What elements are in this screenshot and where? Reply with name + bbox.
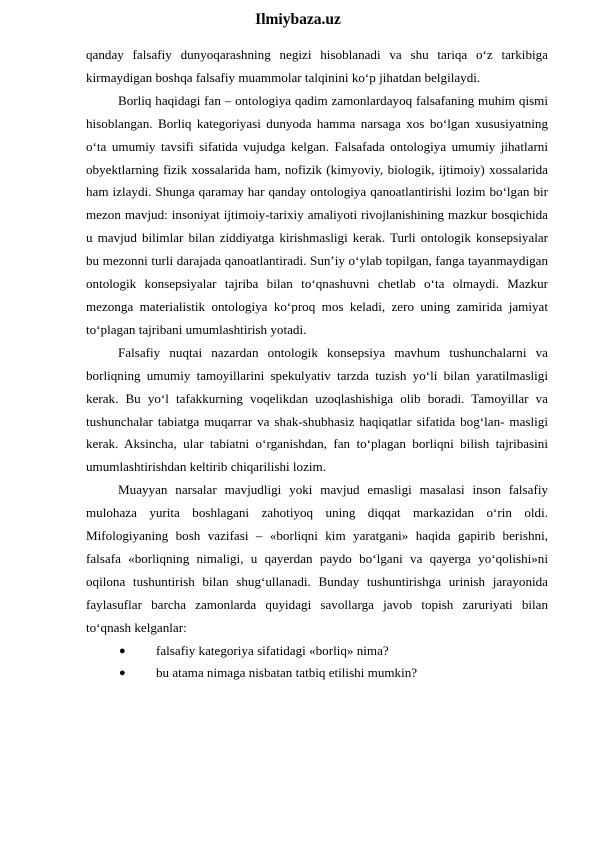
paragraph-ontology: Borliq haqidagi fan – ontologiya qadim zamonlardayoq falsafaning muhim qismi hisoblangan. Borliq kategoriyasi dunyoda hamma narsaga xos bo‘lgan xususiyatning o‘ta umumiy tavsifi sifatida vujudga kelgan. Falsafada ontologiya umumiy jihatlarni obyektlarning fizik xossalarida ham, nofizik (kimyoviy, biologik, ijtimoiy) xossalarida ham izlaydi. Shunga qaramay har qanday ontologiya qanoatlantirishi lozim bo‘lgan bir mezon mavjud: insoniyat ijtimoiy-tarixiy amaliyoti rivojlanishining mazkur bosqichida u mavjud bilimlar bilan ziddiyatga kirishmasligi kerak. Turli ontologik konsepsiyalar bu mezonni turli darajada qanoatlantiradi. Sun’iy o‘ylab topilgan, fanga tayanmaydigan ontologik konsepsiyalar tajriba bilan to‘qnashuvni chetlab o‘ta olmaydi. Mazkur mezonga materialistik ontologiya ko‘proq mos keladi, zero uning zamirida jamiyat to‘plagan tajribani umumlashtirish yotadi. xyxy=(86,92,548,337)
list-item xyxy=(86,640,548,663)
list-item-text: bu atama nimaga nisbatan tatbiq etilishi mumkin? xyxy=(156,665,418,681)
site-header: Ilmiybaza.uz xyxy=(255,11,341,28)
paragraph-continuation: qanday falsafiy dunyoqarashning negizi hisoblanadi va shu tariqa o‘z tarkibiga kirmaydigan boshqa falsafiy muammolar talqinini ko‘p jihatdan belgilaydi. xyxy=(86,47,548,85)
list-item-text: falsafiy kategoriya sifatidagi «borliq» nima? xyxy=(156,642,389,658)
list-item xyxy=(86,662,548,685)
bullet-icon: ● xyxy=(119,667,126,680)
question-list xyxy=(86,640,548,686)
paragraph-ontological-concept: Falsafiy nuqtai nazardan ontologik konsepsiya mavhum tushunchalarni va borliqning umumiy tamoyillarini spekulyativ tarzda tuzish yo‘li bilan yaratilmasligi kerak. Bu yo‘l tafakkurning voqelikdan uzoqlashishiga olib boradi. Tamoyillar va tushunchalar tabiatga muqarrar va shak-shubhasiz haqiqatlar sifatida bog‘lan- masligi kerak. Aksincha, ular tabiatni o‘rganishdan, fan to‘plagan borliqni bilish tajribasini umumlashtirishdan keltirib chiqarilishi lozim. xyxy=(86,344,548,475)
document-body xyxy=(86,44,548,685)
bullet-icon: ● xyxy=(119,644,126,657)
paragraph-existence-question: Muayyan narsalar mavjudligi yoki mavjud emasligi masalasi inson falsafiy mulohaza yurita boshlagani zahotiyoq uning diqqat markazidan o‘rin oldi. Mifologiyaning bosh vazifasi – «borliqni kim yaratgani» haqida gapirib berishni, falsafa «borliqning nimaligi, u qayerdan paydo bo‘lgani va qayerga yo‘qolishi»ni oqilona tushuntirish bilan shug‘ullanadi. Bunday tushuntirishga urinish jarayonida faylasuflar barcha zamonlarda quyidagi savollarga javob topish zaruriyati bilan to‘qnash kelganlar: xyxy=(86,482,548,635)
